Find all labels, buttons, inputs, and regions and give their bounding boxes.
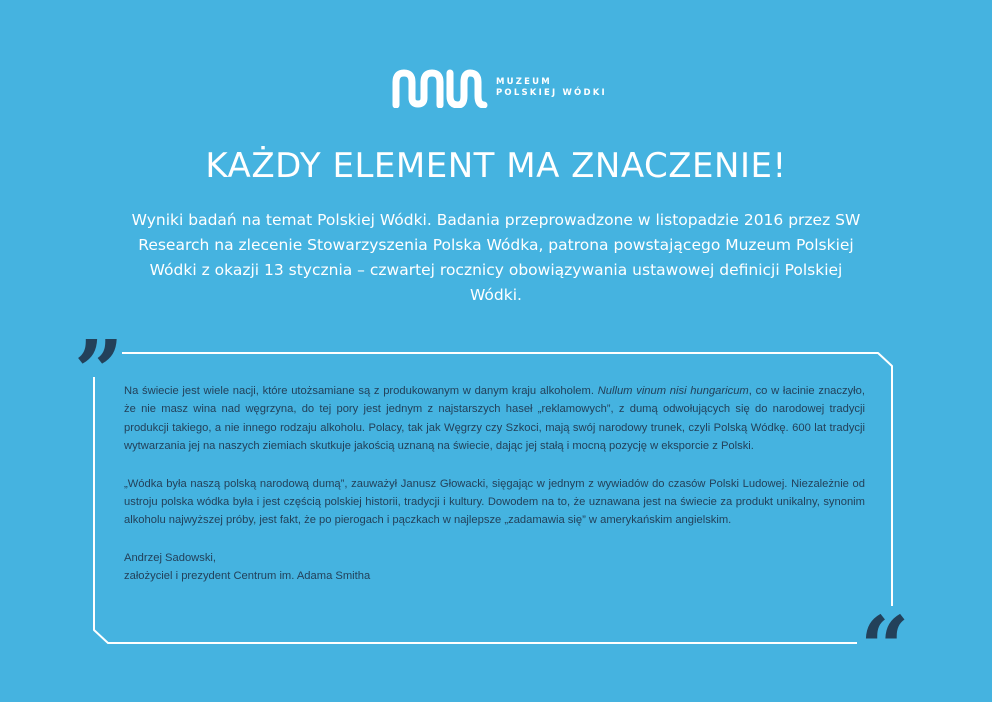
quote-p1-text: Na świecie jest wiele nacji, które utożsamiane są z produkowanym w danym kraju alkoholem. — [124, 385, 598, 397]
quote-p1-continuation: , co w łacinie znaczyło, że nie masz wina nad węgrzyna, do tej pory jest jednym z najstarszych haseł „reklamowych”, z dumą odwołujących się do narodowej tradycji produkcji takiego, a nie innego rodzaju alkoholu. Polacy, tak jak Węgrzy czy Szkoci, mają swój narodowy trunek, czyli Polską Wódkę. 600 lat tradycji wytwarzania jej na naszych ziemiach skutkuje jakością uznaną na świecie, dając jej stałą i mocną pozycję w eksporcie z Polski. — [124, 385, 865, 453]
page-headline: KAŻDY ELEMENT MA ZNACZENIE! — [205, 146, 787, 186]
museum-logo — [392, 68, 607, 108]
quote-paragraph-1 — [124, 382, 865, 456]
opening-quote-mark: ” — [74, 322, 124, 423]
logo-line-1: MUZEUM — [496, 77, 552, 87]
author-name: Andrzej Sadowski, — [124, 551, 217, 564]
mw-logo-mark — [392, 68, 488, 108]
closing-quote-mark: “ — [860, 598, 910, 699]
quote-body — [124, 382, 865, 586]
logo-line-2: POLSKIEJ WÓDKI — [496, 88, 607, 98]
quote-signature — [124, 549, 865, 586]
author-title: założyciel i prezydent Centrum im. Adama Smitha — [124, 570, 371, 583]
logo-wordmark — [496, 77, 607, 99]
latin-phrase: Nullum vinum nisi hungaricum — [597, 385, 749, 397]
quote-paragraph-2: „Wódka była naszą polską narodową dumą”, zauważył Janusz Głowacki, sięgając w jednym z wywiadów do czasów Polski Ludowej. Niezależnie od ustroju polska wódka była i jest częścią polskiej historii, tradycji i kultury. Dowodem na to, że uznawana jest na świecie za produkt unikalny, synonim alkoholu najwyższej próby, jest fakt, że po pierogach i pączkach w najlepsze „zadamawia się” w amerykańskim angielskim. — [124, 477, 865, 527]
intro-paragraph: Wyniki badań na temat Polskiej Wódki. Badania przeprowadzone w listopadzie 2016 przez SW Research na zlecenie Stowarzyszenia Polska Wódka, patrona powstającego Muzeum Polskiej Wódki z okazji 13 stycznia – czwartej rocznicy obowiązywania ustawowej definicji Polskiej Wódki. — [131, 211, 861, 304]
